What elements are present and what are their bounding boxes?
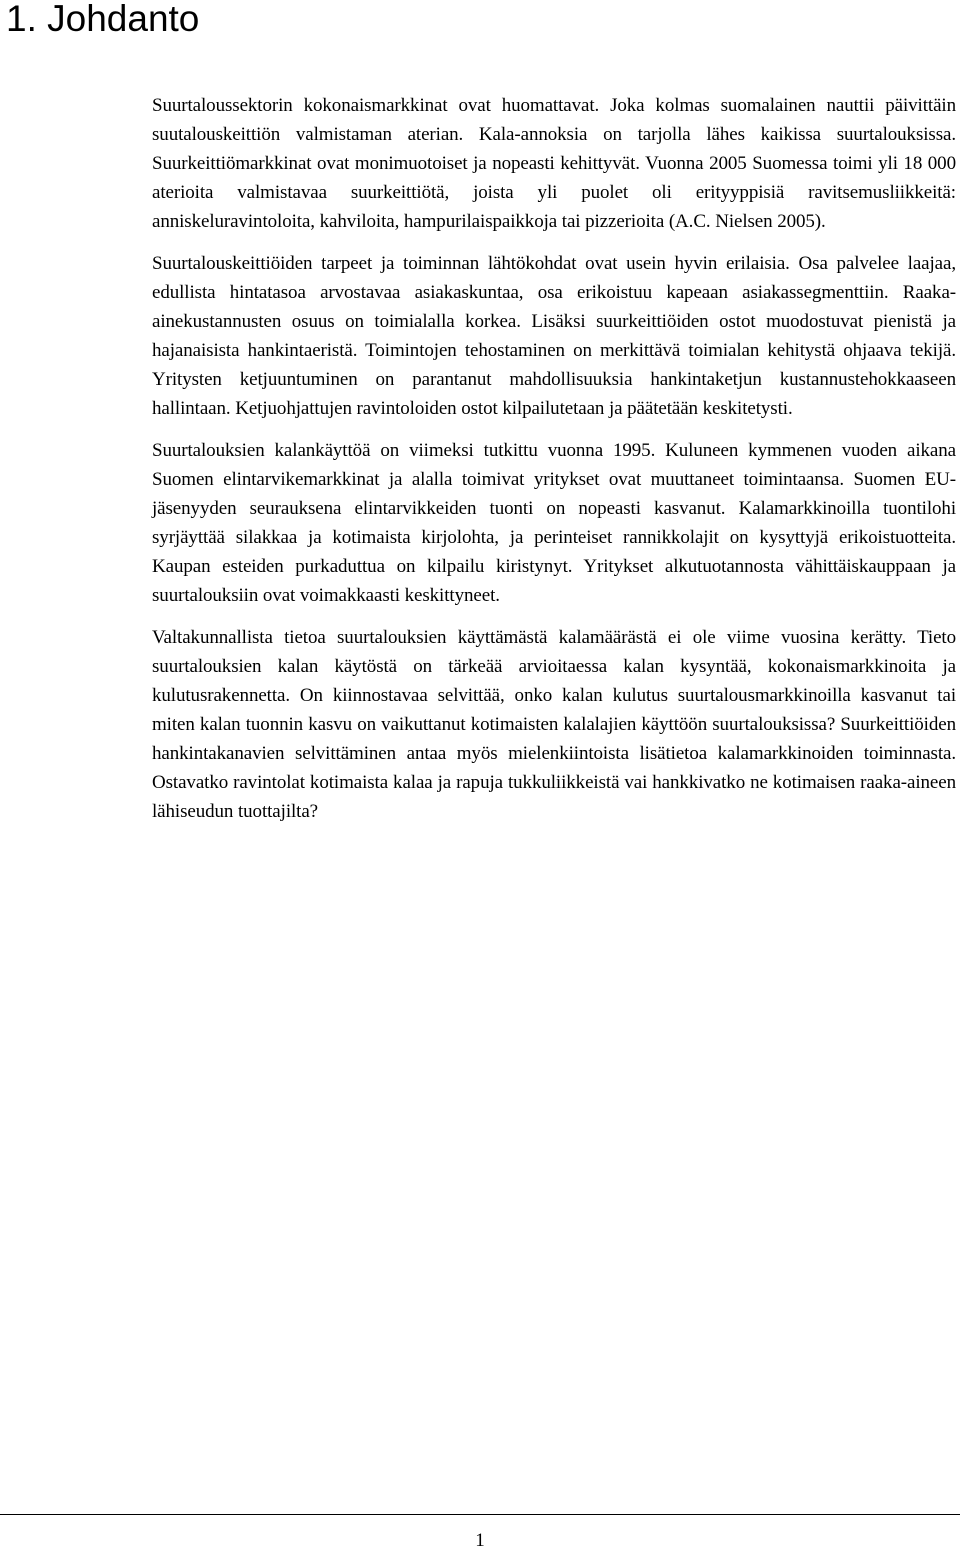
footer-divider: [0, 1514, 960, 1515]
paragraph-intro: Suurtaloussektorin kokonaismarkkinat ovat huomattavat. Joka kolmas suomalainen nauttii päivittäin suutalouskeittiön valmistaman aterian. Kala-annoksia on tarjolla lähes kaikissa suurtalouksissa. Suurkeittiömarkkinat ovat monimuotoiset ja nopeasti kehittyvät. Vuonna 2005 Suomessa toimi yli 18 000 aterioita valmistavaa suurkeittiötä, joista yli puolet oli erityyppisiä ravitsemusliikkeitä: anniskeluravintoloita, kahviloita, hampurilaispaikkoja tai pizzerioita (A.C. Nielsen 2005).: [152, 95, 956, 232]
body-text: [152, 91, 956, 826]
paragraph-kitchen-needs: Suurtalouskeittiöiden tarpeet ja toiminnan lähtökohdat ovat usein hyvin erilaisia. Osa palvelee laajaa, edullista hintatasoa arvostavaa asiakaskuntaa, osa erikoistuu kapeaan asiakassegmenttiin. Raaka-ainekustannusten osuus on toimialalla korkea. Lisäksi suurkeittiöiden ostot muodostuvat pienistä ja hajanaisista hankintaeristä. Toimintojen tehostaminen on merkittävä toimialan kehitystä ohjaava tekijä. Yritysten ketjuuntuminen on parantanut mahdollisuuksia hankintaketjun kustannustehokkaaseen hallintaan. Ketjuohjattujen ravintoloiden ostot kilpailutetaan ja päätetään keskitetysti.: [152, 253, 956, 419]
chapter-heading: 1. Johdanto: [6, 0, 200, 39]
paragraph-fish-usage: Suurtalouksien kalankäyttöä on viimeksi tutkittu vuonna 1995. Kuluneen kymmenen vuoden aikana Suomen elintarvikemarkkinat ja alalla toimivat yritykset ovat muuttaneet toimintaansa. Suomen EU-jäsenyyden seurauksena elintarvikkeiden tuonti on nopeasti kasvanut. Kalamarkkinoilla tuontilohi syrjäyttää silakkaa ja kotimaista kirjolohta, ja perinteiset rannikkolajit on kysyttyjä erikoistuotteita. Kaupan esteiden purkaduttua on kilpailu kiristynyt. Yritykset alkutuotannosta vähittäiskauppaan ja suurtalouksiin ovat voimakkaasti keskittyneet.: [152, 440, 956, 606]
paragraph-national-data: Valtakunnallista tietoa suurtalouksien käyttämästä kalamäärästä ei ole viime vuosina kerätty. Tieto suurtalouksien kalan käytöstä on tärkeää arvioitaessa kalan kysyntää, kokonaismarkkinoita ja kulutusrakennetta. On kiinnostavaa selvittää, onko kalan kulutus suurtalousmarkkinoilla kasvanut tai miten kalan tuonnin kasvu on vaikuttanut kotimaisten kalalajien käyttöön suurtalouksissa? Suurkeittiöiden hankintakanavien selvittäminen antaa myös mielenkiintoista lisätietoa kalamarkkinoiden toiminnasta. Ostavatko ravintolat kotimaista kalaa ja rapuja tukkuliikkeistä vai hankkivatko ne kotimaisen raaka-aineen lähiseudun tuottajilta?: [152, 627, 956, 822]
page-number: 1: [475, 1530, 485, 1551]
